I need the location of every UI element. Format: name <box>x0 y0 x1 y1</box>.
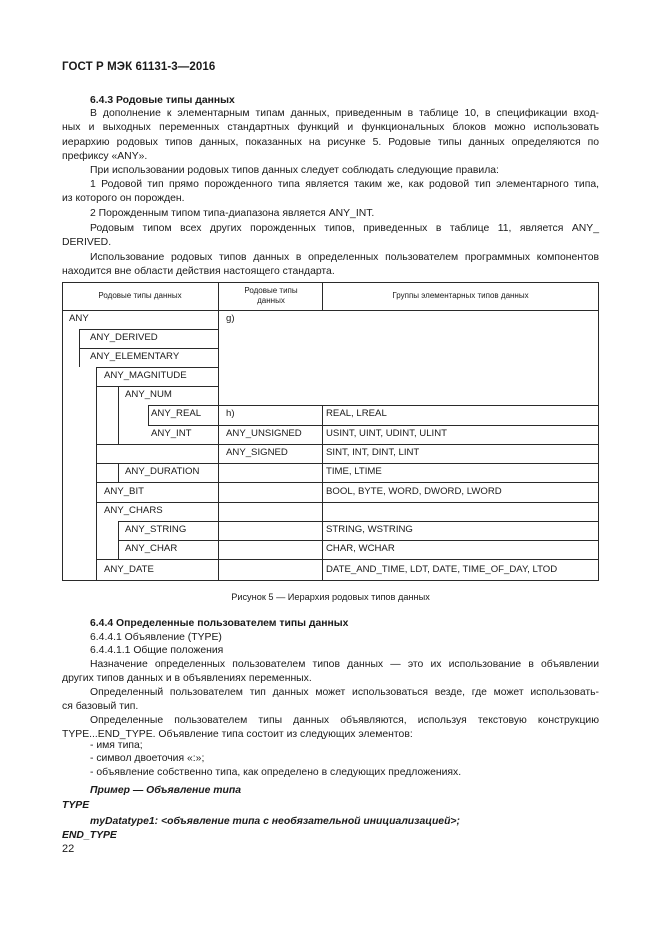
type-any-real: ANY_REAL <box>151 408 202 419</box>
text-line: Определенные пользователем типы данных объявляются, используя текстовую конструкцию <box>90 715 599 726</box>
text-line: Определенный пользователем тип данных может использоваться везде, где может использовать- <box>90 687 599 698</box>
column-header-elementary-groups: Группы элементарных типов данных <box>392 291 529 300</box>
list-item: - символ двоеточия «:»; <box>90 753 205 764</box>
group-any-string: STRING, WSTRING <box>326 524 413 535</box>
group-any-bit: BOOL, BYTE, WORD, DWORD, LWORD <box>326 486 502 497</box>
figure-caption: Рисунок 5 — Иерархия родовых типов данных <box>231 592 430 602</box>
text-line: В дополнение к элементарным типам данных, приведенным в таблице 10, в спецификации вход- <box>90 108 599 119</box>
section-heading-6-4-3: 6.4.3 Родовые типы данных <box>90 95 235 106</box>
group-any-date: DATE_AND_TIME, LDT, DATE, TIME_OF_DAY, LTOD <box>326 564 558 575</box>
type-any: ANY <box>69 313 89 324</box>
type-any-elementary: ANY_ELEMENTARY <box>90 351 180 362</box>
type-any-duration: ANY_DURATION <box>125 466 200 477</box>
column-header-generic-types: Родовые типы данных <box>98 291 182 300</box>
text-line: иерархию родовых типов данных, показанных на рисунке 5. Родовые типы данных определяются по <box>62 136 599 148</box>
rule-1 <box>62 178 599 207</box>
paragraph-usage <box>62 686 599 715</box>
text-line: ных и выходных переменных стандартных функций и функциональных блоков можно использовать <box>62 122 599 134</box>
document-header: ГОСТ Р МЭК 61131-3—2016 <box>62 61 216 73</box>
list-item: - имя типа; <box>90 740 143 751</box>
type-any-derived: ANY_DERIVED <box>90 332 158 343</box>
paragraph-derived <box>62 222 599 251</box>
type-any-int: ANY_INT <box>151 428 192 439</box>
type-any-num: ANY_NUM <box>125 389 172 400</box>
paragraph-scope <box>62 251 599 280</box>
text-line: 1 Родовой тип прямо порожденного типа является таким же, как родовой тип элементарного типа, <box>90 179 599 190</box>
example-title: Пример — Объявление типа <box>90 785 241 796</box>
text-line: Назначение определенных пользователем типов данных — это их использование в объявлении <box>90 659 599 670</box>
group-any-char: CHAR, WCHAR <box>326 543 395 554</box>
note-h: h) <box>226 408 235 419</box>
type-any-signed: ANY_SIGNED <box>226 447 288 458</box>
column-header-generic-types-2: Родовые типы данных <box>244 286 298 305</box>
text-line: Использование родовых типов данных в определенных пользователем программных компонентов <box>90 252 599 263</box>
type-any-date: ANY_DATE <box>104 564 154 575</box>
paragraph-rules-intro: При использовании родовых типов данных следует соблюдать следующие правила: <box>90 165 499 176</box>
rule-2: 2 Порожденным типом типа-диапазона является ANY_INT. <box>90 208 375 219</box>
group-any-real: REAL, LREAL <box>326 408 387 419</box>
type-any-magnitude: ANY_MAGNITUDE <box>104 370 187 381</box>
list-item: - объявление собственно типа, как определено в следующих предложениях. <box>90 767 462 778</box>
section-heading-6-4-4: 6.4.4 Определенные пользователем типы данных <box>90 618 349 629</box>
group-any-signed: SINT, INT, DINT, LINT <box>326 447 420 458</box>
paragraph-purpose <box>62 658 599 687</box>
type-any-bit: ANY_BIT <box>104 486 144 497</box>
paragraph-intro <box>62 107 599 165</box>
group-any-duration: TIME, LTIME <box>326 466 382 477</box>
text-line: других типов данных и в объявлениях переменных. <box>62 673 312 685</box>
text-line: TYPE...END_TYPE. Объявление типа состоит из следующих элементов: <box>62 729 413 741</box>
code-end-type-keyword: END_TYPE <box>62 830 117 841</box>
code-declaration: myDatatype1: <объявление типа с необязательной инициализацией>; <box>90 816 460 827</box>
text-line: DERIVED. <box>62 237 112 249</box>
code-type-keyword: TYPE <box>62 800 90 811</box>
generic-types-hierarchy-table <box>62 282 599 582</box>
group-any-unsigned: USINT, UINT, UDINT, ULINT <box>326 428 447 439</box>
text-line: находится вне области действия настоящего стандарта. <box>62 266 335 278</box>
text-line: префиксу «ANY». <box>62 151 148 163</box>
subsection-heading-6-4-4-1-1: 6.4.4.1.1 Общие положения <box>90 645 224 656</box>
note-g: g) <box>226 313 235 324</box>
type-any-string: ANY_STRING <box>125 524 187 535</box>
text-line: ся базовый тип. <box>62 701 139 713</box>
subsection-heading-6-4-4-1: 6.4.4.1 Объявление (TYPE) <box>90 632 222 643</box>
type-any-char: ANY_CHAR <box>125 543 178 554</box>
text-line: Родовым типом всех других порожденных типов, приведенных в таблице 11, является ANY_ <box>90 223 599 234</box>
page-number: 22 <box>62 843 75 855</box>
type-any-chars: ANY_CHARS <box>104 505 163 516</box>
type-any-unsigned: ANY_UNSIGNED <box>226 428 302 439</box>
text-line: из которого он порожден. <box>62 193 185 205</box>
